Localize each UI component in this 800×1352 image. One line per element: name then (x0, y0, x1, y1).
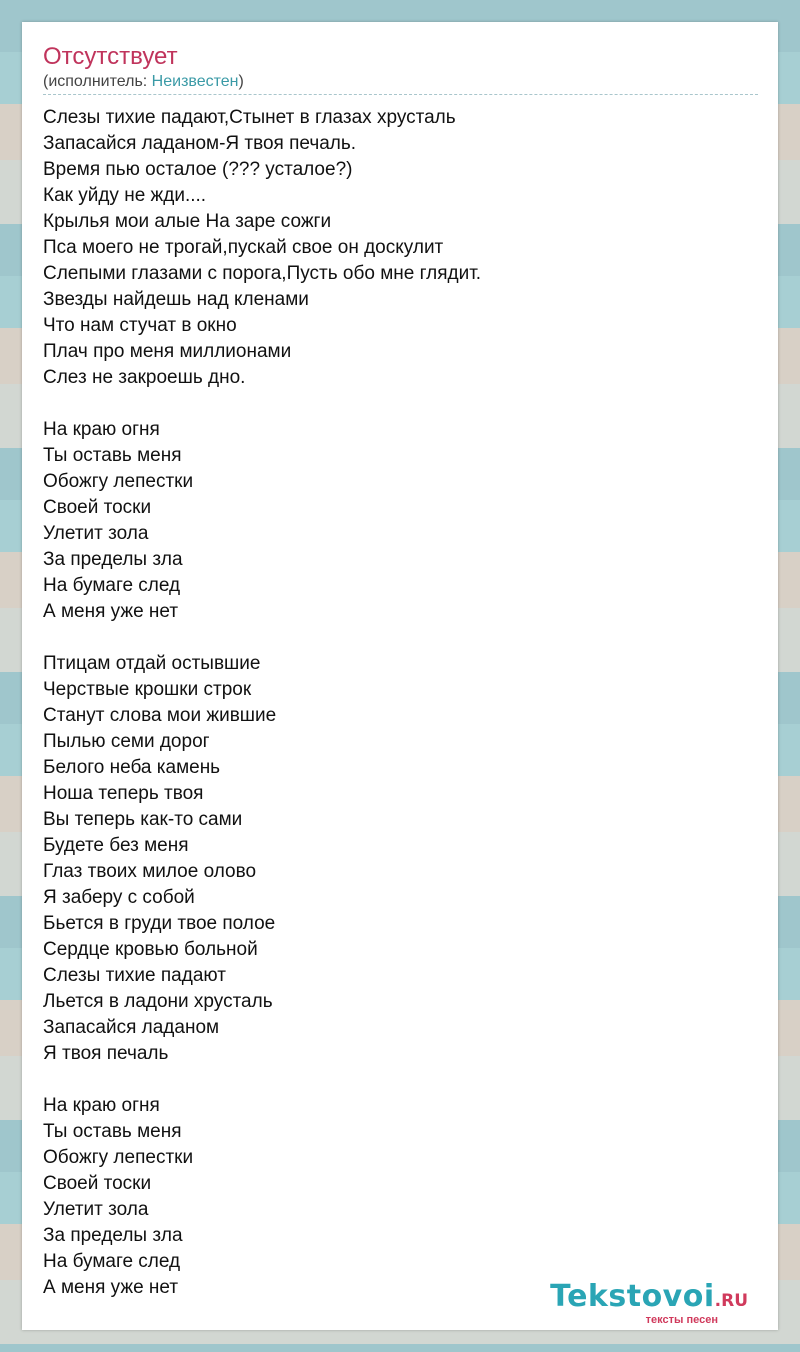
lyric-line: Черствые крошки строк (43, 679, 252, 700)
logo-tagline: тексты песен (645, 1314, 718, 1326)
lyric-line: Крылья мои алые На заре сожги (43, 211, 332, 232)
lyric-line: Обожгу лепестки (43, 471, 194, 492)
lyric-line: Улетит зола (43, 1199, 149, 1220)
lyric-line: Как уйду не жди.... (43, 185, 207, 206)
lyric-line (43, 1067, 758, 1093)
lyric-line: Белого неба камень (43, 757, 221, 778)
lyric-line: Время пью осталое (??? усталое?) (43, 159, 353, 180)
lyric-line: Пса моего не трогай,пускай свое он доскулит (43, 237, 444, 258)
lyric-line: Я твоя печаль (43, 1043, 169, 1064)
lyric-line: Звезды найдешь над кленами (43, 289, 309, 310)
lyric-line: Запасайся ладаном-Я твоя печаль. (43, 133, 357, 154)
lyric-line: На краю огня (43, 1095, 160, 1116)
lyric-line (43, 625, 758, 651)
lyric-line: Улетит зола (43, 523, 149, 544)
lyric-line: Вы теперь как-то сами (43, 809, 243, 830)
lyric-line: Бьется в груди твое полое (43, 913, 276, 934)
lyric-line: За пределы зла (43, 1225, 183, 1246)
lyric-line: Птицам отдай остывшие (43, 653, 261, 674)
lyric-line: Пылью семи дорог (43, 731, 210, 752)
lyric-line: Ноша теперь твоя (43, 783, 204, 804)
logo-wordmark (550, 1281, 748, 1317)
lyrics-card (22, 22, 778, 1330)
lyric-line: Льется в ладони хрусталь (43, 991, 273, 1012)
lyric-line: Глаз твоих милое олово (43, 861, 257, 882)
lyric-line: Я заберу с собой (43, 887, 195, 908)
site-logo[interactable] (550, 1281, 748, 1326)
lyric-line: Сердце кровью больной (43, 939, 258, 960)
lyric-line: На бумаге след (43, 1251, 181, 1272)
lyric-line: На бумаге след (43, 575, 181, 596)
lyric-line: Слез не закроешь дно. (43, 367, 246, 388)
lyric-line: А меня уже нет (43, 601, 179, 622)
logo-tld: .RU (714, 1291, 748, 1311)
lyric-line: Станут слова мои жившие (43, 705, 277, 726)
artist-line (43, 72, 758, 95)
lyric-line: Слезы тихие падают (43, 965, 226, 986)
lyric-line: За пределы зла (43, 549, 183, 570)
logo-main-text: Tekstovoi (550, 1279, 715, 1314)
lyric-line: Слезы тихие падают,Стынет в глазах хрусталь (43, 107, 456, 128)
lyric-line: А меня уже нет (43, 1277, 179, 1298)
lyric-line: На краю огня (43, 419, 160, 440)
lyric-line (43, 391, 758, 417)
lyric-line: Что нам стучат в окно (43, 315, 237, 336)
artist-prefix: (исполнитель: (43, 73, 152, 90)
lyric-line: Слепыми глазами с порога,Пусть обо мне глядит. (43, 263, 482, 284)
lyric-line: Плач про меня миллионами (43, 341, 292, 362)
lyrics-text (43, 105, 758, 1301)
lyric-line: Запасайся ладаном (43, 1017, 220, 1038)
lyric-line: Ты оставь меня (43, 1121, 182, 1142)
lyric-line: Обожгу лепестки (43, 1147, 194, 1168)
artist-link[interactable]: Неизвестен (151, 73, 239, 90)
lyric-line: Будете без меня (43, 835, 189, 856)
lyric-line: Своей тоски (43, 1173, 152, 1194)
lyric-line: Ты оставь меня (43, 445, 182, 466)
artist-suffix: ) (238, 73, 244, 90)
lyric-line: Своей тоски (43, 497, 152, 518)
song-title: Отсутствует (43, 43, 178, 70)
